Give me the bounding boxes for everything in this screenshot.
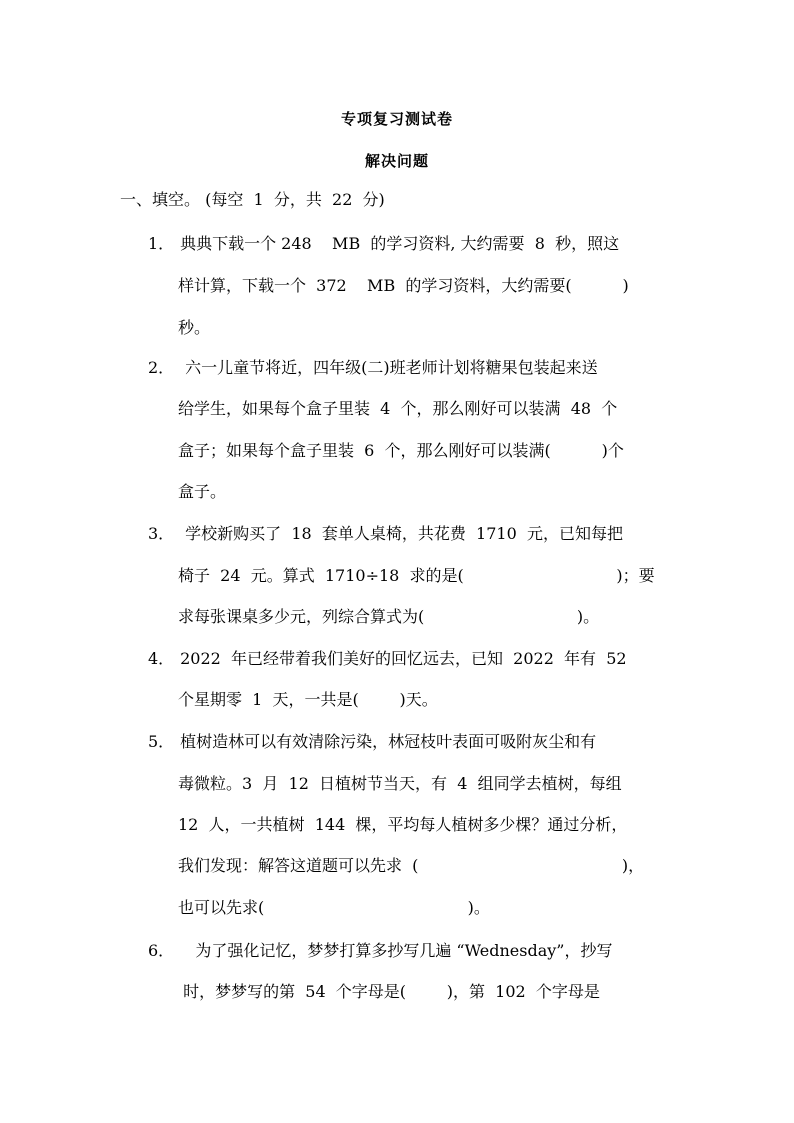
question-line: 为了强化记忆，梦梦打算多抄写几遍 “Wednesday”，抄写: [175, 941, 613, 960]
question-line: 六一儿童节将近，四年级(二)班老师计划将糖果包装起来送: [175, 358, 598, 377]
page-subtitle: 解决问题: [364, 152, 429, 170]
question-line: 典典下载一个 248 MB 的学习资料, 大约需要 8 秒，照这: [175, 234, 620, 253]
question-line: 样计算，下载一个 372 MB 的学习资料，大约需要( ): [178, 276, 629, 295]
question-line: 盒子；如果每个盒子里装 6 个，那么刚好可以装满( )个: [178, 441, 624, 460]
question-number: 4．: [148, 649, 175, 668]
question-number: 2．: [148, 358, 175, 377]
question-line: 给学生，如果每个盒子里装 4 个，那么刚好可以装满 48 个: [178, 399, 618, 418]
question-number: 6．: [148, 941, 175, 960]
question-line: 我们发现：解答这道题可以先求 ( )，: [178, 856, 645, 875]
page-title: 专项复习测试卷: [340, 110, 453, 128]
question-line: 12 人，一共植树 144 棵，平均每人植树多少棵？通过分析，: [178, 815, 628, 834]
question-line: 学校新购买了 18 套单人桌椅，共花费 1710 元，已知每把: [175, 524, 623, 543]
question-line: 植树造林可以有效清除污染，林冠枝叶表面可吸附灰尘和有: [175, 732, 597, 751]
question-number: 3．: [148, 524, 175, 543]
question-line: 求每张课桌多少元，列综合算式为( )。: [178, 607, 600, 626]
question-line: 时，梦梦写的第 54 个字母是( )，第 102 个字母是: [178, 982, 600, 1001]
question-line: 盒子。: [178, 482, 227, 501]
question-line: 也可以先求( )。: [178, 898, 490, 917]
question-number: 1．: [148, 234, 175, 253]
section-heading: 一、填空。 (每空 1 分，共 22 分): [120, 190, 385, 209]
question-line: 毒微粒。3 月 12 日植树节当天，有 4 组同学去植树，每组: [178, 774, 622, 793]
question-line: 个星期零 1 天，一共是( )天。: [178, 690, 438, 709]
question-line: 2022 年已经带着我们美好的回忆远去，已知 2022 年有 52: [175, 649, 627, 668]
question-line: 秒。: [178, 318, 211, 337]
question-line: 椅子 24 元。算式 1710÷18 求的是( )；要: [178, 566, 655, 585]
question-number: 5．: [148, 732, 175, 751]
